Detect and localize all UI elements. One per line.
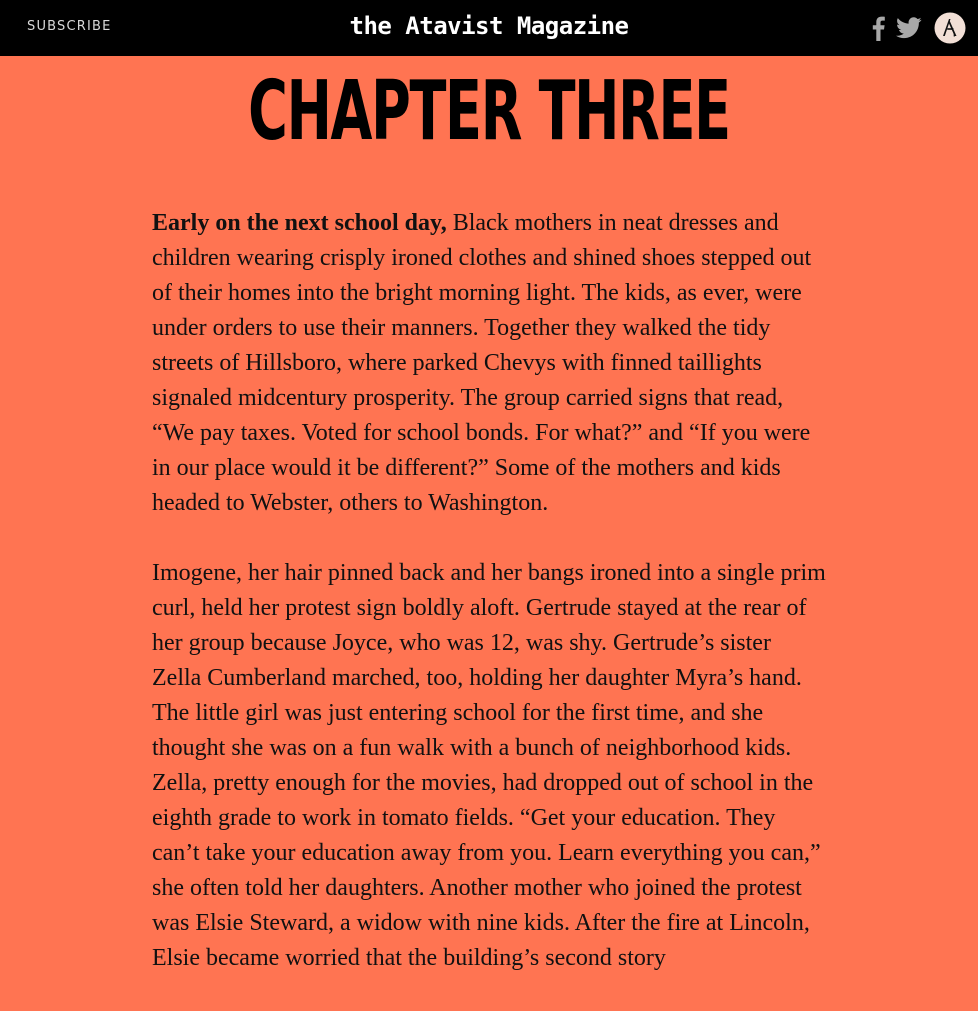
atavist-logo-icon[interactable] — [934, 12, 966, 44]
magazine-logo-title[interactable]: the Atavist Magazine — [349, 12, 629, 40]
paragraph-text: Black mothers in neat dresses and children wearing crisply ironed clothes and shined shoes stepped out of their homes into the bright morning light. The kids, as ever, were under orders to use their manners. Together they walked the tidy streets of Hillsboro, where parked Chevys with finned taillights signaled midcentury prosperity. The group carried signs that read, “We pay taxes. Voted for school bonds. For what?” and “If you were in our place would it be different?” Some of the mothers and kids headed to Webster, others to Washington. — [152, 210, 812, 516]
paragraph-lead-in: Early on the next school day, — [152, 210, 447, 236]
article-paragraph — [152, 206, 826, 521]
subscribe-link[interactable]: SUBSCRIBE — [27, 19, 112, 34]
chapter-title: CHAPTER THREE — [248, 64, 730, 159]
top-navigation-bar — [0, 0, 978, 56]
article-paragraph: Imogene, her hair pinned back and her bangs ironed into a single prim curl, held her protest sign boldly aloft. Gertrude stayed at the rear of her group because Joyce, who was 12, was shy. Gertrude’s sister Zella Cumberland marched, too, holding her daughter Myra’s hand. The little girl was just entering school for the first time, and she thought she was on a fun walk with a bunch of neighborhood kids. Zella, pretty enough for the movies, had dropped out of school in the eighth grade to work in tomato fields. “Get your education. They can’t take your education away from you. Learn everything you can,” she often told her daughters. Another mother who joined the protest was Elsie Steward, a widow with nine kids. After the fire at Lincoln, Elsie became worried that the building’s second story — [152, 560, 826, 971]
article-body — [152, 206, 826, 1011]
facebook-icon[interactable] — [868, 15, 888, 41]
twitter-icon[interactable] — [896, 17, 922, 39]
